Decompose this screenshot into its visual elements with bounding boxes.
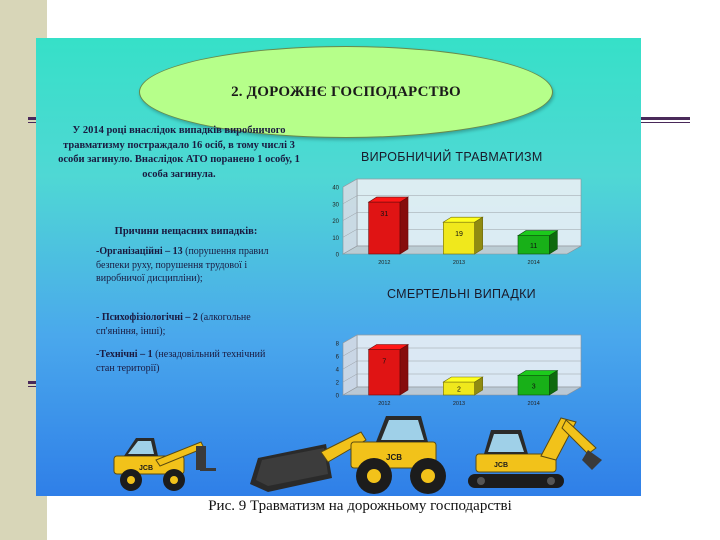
cause-item [96, 245, 286, 286]
telehandler-machine [114, 438, 216, 491]
figure-caption: Рис. 9 Травматизм на дорожньому господарстві [208, 498, 512, 514]
y-tick-label: 8 [335, 341, 339, 348]
x-tick-label: 2013 [452, 260, 466, 266]
x-tick-label: 2014 [527, 401, 540, 407]
y-tick-label: 4 [335, 367, 339, 374]
bar-side [475, 217, 483, 254]
y-tick-label: 30 [332, 202, 339, 209]
bar-side [400, 197, 408, 254]
cause-detail: (незадовільний технічний стан території) [96, 349, 266, 374]
bar-value-label: 3 [531, 383, 536, 391]
y-tick-label: 20 [332, 219, 339, 225]
cause-detail: (порушення правил безпеки руху, порушення трудової і виробничої дисципліни); [96, 246, 269, 284]
causes-heading: Причини нещасних випадків: [114, 226, 258, 237]
cause-name: -Організаційні – 13 [96, 246, 183, 257]
x-tick-label: 2014 [527, 260, 540, 266]
bar-side [400, 345, 408, 396]
x-tick-label: 2012 [378, 401, 391, 407]
bar-value-label: 19 [455, 231, 463, 239]
machine-brand-label: JCB [494, 462, 509, 469]
construction-machines-illustration [36, 408, 641, 496]
machine-brand-label: JCB [139, 465, 154, 472]
bar-value-label: 11 [530, 242, 538, 250]
bar-front [369, 350, 400, 396]
bar [443, 217, 482, 254]
bar-value-label: 31 [380, 211, 389, 219]
y-tick-label: 2 [335, 380, 339, 387]
cause-name: - Психофізіологічні – 2 [96, 312, 198, 323]
machine-brand-label: JCB [386, 453, 403, 462]
wheel-loader-machine [250, 416, 446, 494]
x-tick-label: 2013 [452, 401, 466, 407]
bar-value-label: 2 [457, 386, 461, 394]
y-tick-label: 40 [332, 185, 339, 192]
bar [369, 345, 408, 396]
x-tick-label: 2012 [378, 260, 391, 266]
y-tick-label: 0 [335, 393, 339, 400]
decorative-rule [640, 117, 690, 120]
injuries-bar-chart [321, 171, 591, 266]
excavator-machine [468, 418, 602, 488]
fatalities-bar-chart [321, 327, 591, 407]
bar [443, 377, 482, 395]
bar [518, 231, 557, 254]
bar-front [369, 202, 400, 254]
bar [518, 371, 557, 396]
cause-detail: (алкогольне сп'яніння, інші); [96, 312, 251, 337]
y-tick-label: 10 [332, 235, 339, 242]
cause-item [96, 348, 286, 375]
cause-name: -Технічні – 1 [96, 349, 153, 360]
y-tick-label: 6 [335, 354, 339, 361]
slide-image [36, 38, 641, 496]
intro-text: У 2014 році внаслідок випадків виробничого травматизму постраждало 16 осіб, в тому числі 3 особи загинуло. Внаслідок АТО поранено 1 особу, 1 особа загинула. [58, 125, 300, 180]
bar [369, 197, 408, 254]
slide-title: 2. ДОРОЖНЄ ГОСПОДАРСТВО [231, 83, 461, 100]
chart-title-fatalities: СМЕРТЕЛЬНІ ВИПАДКИ [387, 287, 536, 301]
y-tick-label: 0 [335, 252, 339, 259]
bar-value-label: 7 [382, 358, 387, 366]
cause-item [96, 311, 286, 338]
chart-title-injuries: ВИРОБНИЧИЙ ТРАВМАТИЗМ [361, 150, 543, 164]
